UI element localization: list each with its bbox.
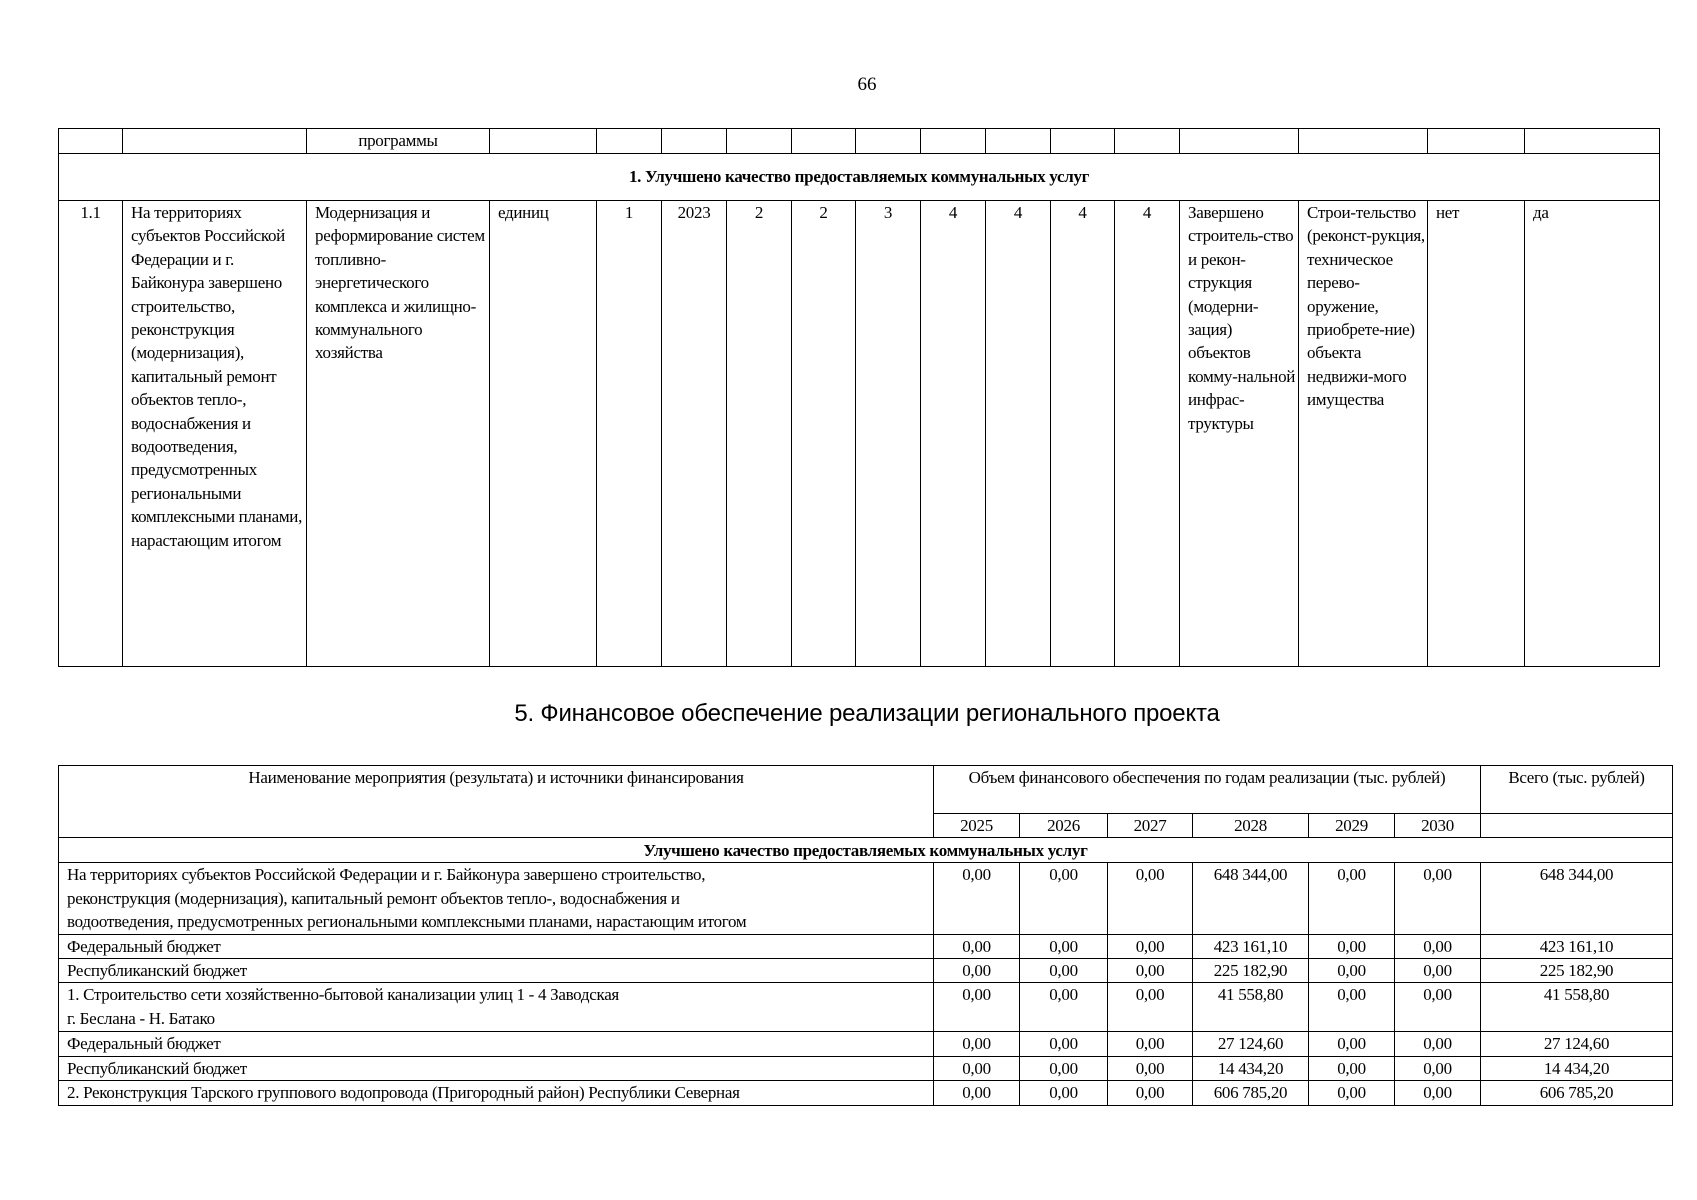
row-value-2025: 0,00: [934, 1056, 1020, 1080]
section-title: Улучшено качество предоставляемых коммунальных услуг: [59, 838, 1673, 863]
row-value-2028: 225 182,90: [1193, 959, 1309, 983]
row-value-2029: 0,00: [1309, 1081, 1395, 1106]
cell-value: 4: [921, 201, 986, 667]
cell-value: 3: [856, 201, 921, 667]
page-number: 66: [857, 74, 877, 95]
row-value-2028: 27 124,60: [1193, 1032, 1309, 1056]
row-name: 2. Реконструкция Тарского группового водопровода (Пригородный район) Республики Северная: [59, 1081, 934, 1106]
row-value-2028: 606 785,20: [1193, 1081, 1309, 1106]
row-value-2030: 0,00: [1395, 1056, 1481, 1080]
table-row: [59, 934, 1673, 958]
row-value-2025: 0,00: [934, 1081, 1020, 1106]
section-heading: 5. Финансовое обеспечение реализации регионального проекта: [514, 700, 1220, 727]
table-row: [59, 1056, 1673, 1080]
row-value-2029: 0,00: [1309, 983, 1395, 1032]
row-value-2030: 0,00: [1395, 1081, 1481, 1106]
row-total: 225 182,90: [1481, 959, 1673, 983]
cell-unit: единиц: [490, 201, 597, 667]
empty-cell: [1481, 814, 1673, 838]
row-value-2030: 0,00: [1395, 959, 1481, 983]
row-value-2025: 0,00: [934, 983, 1020, 1032]
table-row: [59, 1032, 1673, 1056]
row-value-2028: 14 434,20: [1193, 1056, 1309, 1080]
year-header: 2025: [934, 814, 1020, 838]
header-name: Наименование мероприятия (результата) и источники финансирования: [59, 766, 934, 838]
row-name: Федеральный бюджет: [59, 934, 934, 958]
table-row: [59, 863, 1673, 934]
cell-value: 2: [792, 201, 856, 667]
table-row: [59, 201, 1660, 667]
row-value-2026: 0,00: [1020, 934, 1108, 958]
row-value-2026: 0,00: [1020, 1081, 1108, 1106]
header-row: [59, 766, 1673, 814]
table-row: [59, 959, 1673, 983]
row-value-2027: 0,00: [1108, 1081, 1193, 1106]
year-header: 2028: [1193, 814, 1309, 838]
row-value-2029: 0,00: [1309, 934, 1395, 958]
row-name: Республиканский бюджет: [59, 959, 934, 983]
cell-flag1: нет: [1428, 201, 1525, 667]
row-value-2030: 0,00: [1395, 934, 1481, 958]
cell-flag2: да: [1525, 201, 1660, 667]
cell-object-type: Строи-тельство (реконст-рукция, техническое перево-оружение, приобрете-ние) объекта недвижи-мого имущества: [1299, 201, 1428, 667]
row-value-2029: 0,00: [1309, 959, 1395, 983]
cell-base-value: 1: [597, 201, 662, 667]
section-row: [59, 838, 1673, 863]
row-value-2027: 0,00: [1108, 959, 1193, 983]
row-value-2027: 0,00: [1108, 983, 1193, 1032]
row-value-2025: 0,00: [934, 934, 1020, 958]
row-name: На территориях субъектов Российской Федерации и г. Байконура завершено строительство, реконструкция (модернизация), капитальный ремонт объектов тепло-, водоснабжения и водоотведения, предусмотренных региональными комплексными планами, нарастающим итогом: [59, 863, 934, 934]
row-value-2025: 0,00: [934, 1032, 1020, 1056]
row-name: Республиканский бюджет: [59, 1056, 934, 1080]
year-header: 2029: [1309, 814, 1395, 838]
row-name: Федеральный бюджет: [59, 1032, 934, 1056]
cell-base-year: 2023: [662, 201, 727, 667]
row-total: 423 161,10: [1481, 934, 1673, 958]
row-value-2026: 0,00: [1020, 1032, 1108, 1056]
row-value-2028: 423 161,10: [1193, 934, 1309, 958]
row-value-2026: 0,00: [1020, 983, 1108, 1032]
year-header: 2026: [1020, 814, 1108, 838]
row-value-2027: 0,00: [1108, 863, 1193, 934]
cell-value: 4: [986, 201, 1051, 667]
table-row-continuation: [59, 129, 1660, 154]
row-total: 27 124,60: [1481, 1032, 1673, 1056]
row-total: 648 344,00: [1481, 863, 1673, 934]
section-row: [59, 154, 1660, 201]
indicators-table: [58, 128, 1660, 667]
financing-table: [58, 765, 1673, 1106]
year-header: 2030: [1395, 814, 1481, 838]
cell-result-type: Завершено строитель-ство и рекон-струкция (модерни-зация) объектов комму-нальной инфрас-труктуры: [1180, 201, 1299, 667]
cell-program: Модернизация и реформирование систем топливно-энергетического комплекса и жилищно-коммунального хозяйства: [307, 201, 490, 667]
row-value-2026: 0,00: [1020, 959, 1108, 983]
row-value-2025: 0,00: [934, 863, 1020, 934]
row-value-2030: 0,00: [1395, 983, 1481, 1032]
cell-name: На территориях субъектов Российской Федерации и г. Байконура завершено строительство, реконструкция (модернизация), капитальный ремонт объектов тепло-, водоснабжения и водоотведения, предусмотренных региональными комплексными планами, нарастающим итогом: [123, 201, 307, 667]
cell-value: 4: [1051, 201, 1115, 667]
row-total: 41 558,80: [1481, 983, 1673, 1032]
cell-value: 2: [727, 201, 792, 667]
row-value-2030: 0,00: [1395, 863, 1481, 934]
section-title: 1. Улучшено качество предоставляемых коммунальных услуг: [59, 154, 1660, 201]
row-name: 1. Строительство сети хозяйственно-бытовой канализации улиц 1 - 4 Заводская г. Беслана - Н. Батако: [59, 983, 934, 1032]
row-value-2029: 0,00: [1309, 1032, 1395, 1056]
row-value-2026: 0,00: [1020, 1056, 1108, 1080]
table-row: [59, 1081, 1673, 1106]
header-volume: Объем финансового обеспечения по годам реализации (тыс. рублей): [934, 766, 1481, 814]
row-value-2025: 0,00: [934, 959, 1020, 983]
cell-num: 1.1: [59, 201, 123, 667]
row-value-2026: 0,00: [1020, 863, 1108, 934]
cell-program-continuation: программы: [307, 129, 490, 154]
row-value-2027: 0,00: [1108, 1056, 1193, 1080]
row-value-2028: 41 558,80: [1193, 983, 1309, 1032]
row-value-2029: 0,00: [1309, 863, 1395, 934]
row-value-2027: 0,00: [1108, 1032, 1193, 1056]
table-row: [59, 983, 1673, 1032]
year-header: 2027: [1108, 814, 1193, 838]
row-total: 14 434,20: [1481, 1056, 1673, 1080]
row-value-2029: 0,00: [1309, 1056, 1395, 1080]
row-value-2030: 0,00: [1395, 1032, 1481, 1056]
cell-value: 4: [1115, 201, 1180, 667]
row-value-2027: 0,00: [1108, 934, 1193, 958]
row-value-2028: 648 344,00: [1193, 863, 1309, 934]
header-total: Всего (тыс. рублей): [1481, 766, 1673, 814]
row-total: 606 785,20: [1481, 1081, 1673, 1106]
